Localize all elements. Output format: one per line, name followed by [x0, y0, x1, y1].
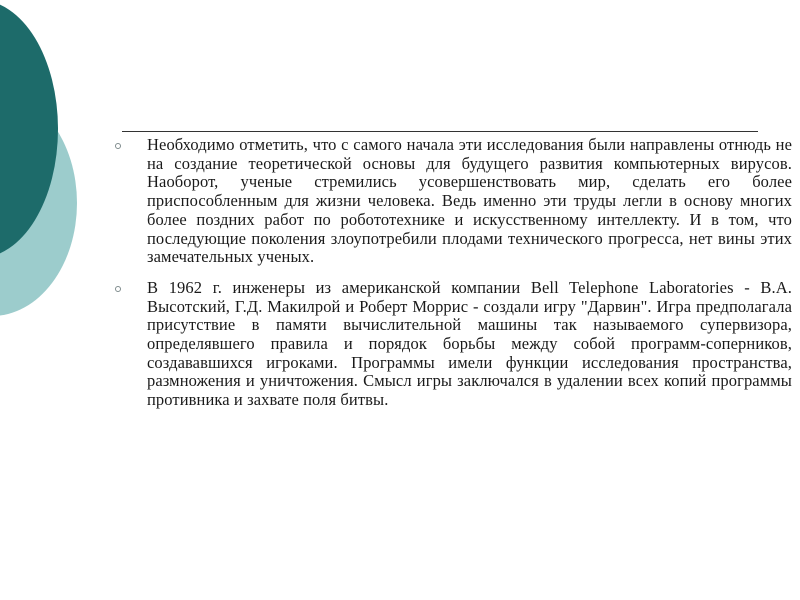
- bullet-item: [112, 136, 792, 267]
- bullet-text: В 1962 г. инженеры из американской компании Bell Telephone Laboratories - В.А. Высотский, Г.Д. Макилрой и Роберт Моррис - создали игру "Дарвин". Игра предполагала присутствие в памяти вычислительной машины так называемого супервизора, определявшего правила и порядок борьбы между собой программ-соперников, создававшихся игроками. Программы имели функции исследования пространства, размножения и уничтожения. Смысл игры заключался в удалении всех копий программы противника и захвате поля битвы.: [147, 277, 792, 410]
- title-divider-line: [122, 131, 758, 132]
- bullet-text: Необходимо отметить, что с самого начала эти исследования были направлены отнюдь не на создание теоретической основы для будущего развития компьютерных вирусов. Наоборот, ученые стремились усовершенствовать мир, сделать его более приспособленным для жизни человека. Ведь именно эти труды легли в основу многих более поздних работ по робототехнике и искусственному интеллекту. И в том, что последующие поколения злоупотребили плодами технического прогресса, нет вины этих замечательных ученых.: [147, 135, 792, 267]
- bullet-item: [112, 279, 792, 410]
- bullet-list: [112, 136, 792, 422]
- bullet-circle-icon: [115, 143, 121, 149]
- bullet-circle-icon: [115, 286, 121, 292]
